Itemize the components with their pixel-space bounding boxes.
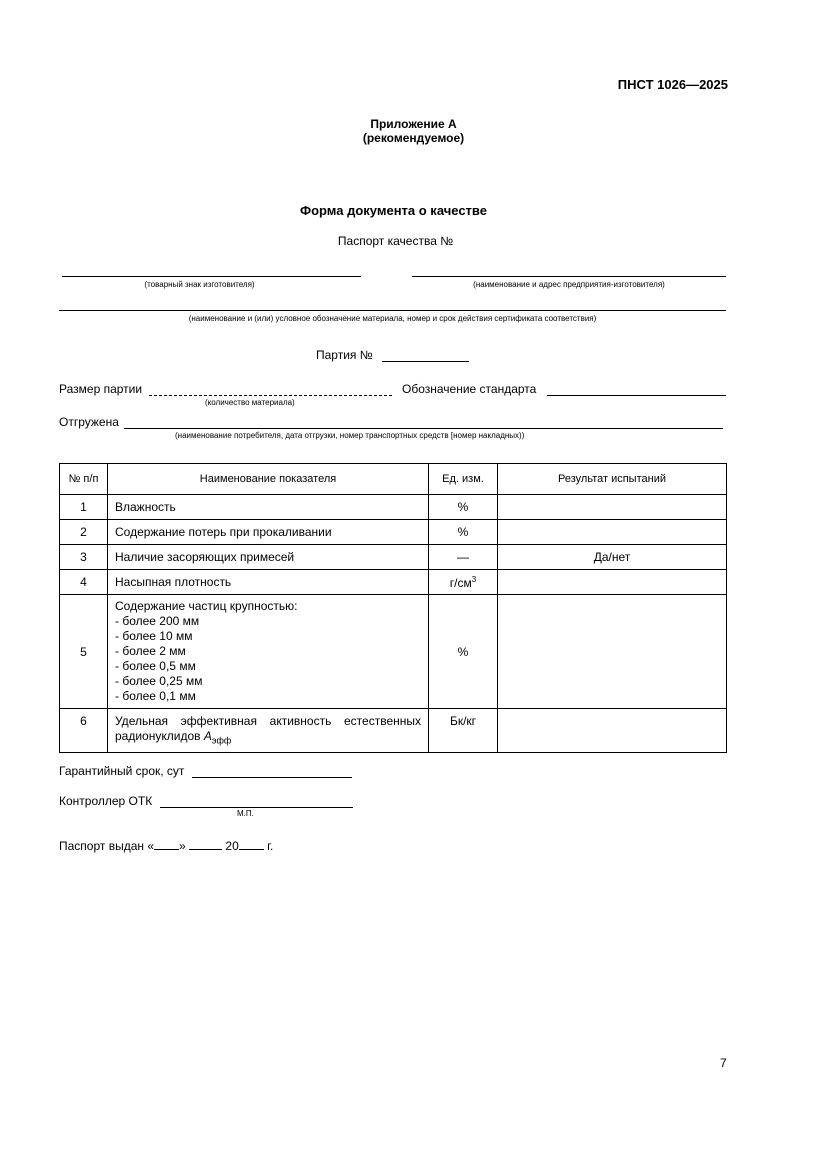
table-row	[60, 545, 727, 570]
row-unit: %	[429, 495, 498, 520]
row-unit: Бк/кг	[429, 709, 498, 753]
issued-month-blank	[189, 839, 222, 850]
manufacturer-caption: (наименование и адрес предприятия-изготовителя)	[473, 280, 665, 289]
unit-superscript: 3	[471, 574, 477, 584]
row-num: 3	[60, 545, 108, 570]
list-item: - более 0,5 мм	[115, 659, 196, 673]
row-unit: %	[429, 595, 498, 709]
consumer-caption: (наименование потребителя, дата отгрузки, номер транспортных средств [номер накладных))	[175, 431, 525, 440]
row-name: Влажность	[108, 495, 429, 520]
table-row	[60, 595, 727, 709]
row-result	[498, 570, 727, 595]
batch-size-line	[149, 395, 392, 396]
row-name: Насыпная плотность	[108, 570, 429, 595]
header-num: № п/п	[60, 464, 108, 495]
header-result: Результат испытаний	[498, 464, 727, 495]
row-result: Да/нет	[498, 545, 727, 570]
row-num: 2	[60, 520, 108, 545]
unit-text: г/см	[449, 575, 472, 590]
row-name	[108, 709, 429, 753]
batch-size-label: Размер партии	[59, 382, 143, 396]
activity-line-1: Удельная эффективная активность естественных	[115, 714, 421, 728]
header-name: Наименование показателя	[108, 464, 429, 495]
quantity-caption: (количество материала)	[205, 398, 295, 407]
row-num: 5	[60, 595, 108, 709]
shipped-line	[124, 428, 723, 429]
activity-symbol: А	[203, 729, 212, 743]
issued-suffix: г.	[267, 839, 274, 853]
issued-year-blank	[239, 839, 264, 850]
row-unit	[429, 570, 498, 595]
trademark-caption: (товарный знак изготовителя)	[144, 280, 255, 289]
table-header-row	[60, 464, 727, 495]
table-row	[60, 570, 727, 595]
material-line	[59, 310, 726, 311]
list-item: - более 200 мм	[115, 614, 200, 628]
appendix-subtitle: (рекомендуемое)	[362, 131, 465, 145]
stamp-label: М.П.	[237, 809, 254, 818]
particle-size-list	[115, 614, 421, 704]
shipped-label: Отгружена	[59, 415, 119, 429]
issued-line	[59, 839, 273, 853]
row-name	[108, 595, 429, 709]
list-item: - более 0,25 мм	[115, 674, 203, 688]
batch-label: Партия №	[316, 348, 373, 362]
activity-text: радионуклидов	[115, 729, 201, 743]
page-number: 7	[720, 1056, 727, 1070]
material-caption: (наименование и (или) условное обозначение материала, номер и срок действия сертификата соответствия)	[188, 314, 597, 323]
row-result	[498, 709, 727, 753]
row-name: Наличие засоряющих примесей	[108, 545, 429, 570]
issued-year-prefix: 20	[225, 839, 239, 853]
row-result	[498, 495, 727, 520]
standard-line	[547, 395, 726, 396]
appendix-title: Приложение А	[370, 117, 457, 131]
table-row	[60, 495, 727, 520]
row-unit: %	[429, 520, 498, 545]
list-item: - более 0,1 мм	[115, 689, 196, 703]
standard-label: Обозначение стандарта	[402, 382, 537, 396]
manufacturer-line	[412, 276, 726, 277]
controller-label: Контроллер ОТК	[59, 794, 153, 808]
passport-label: Паспорт качества №	[337, 234, 454, 248]
warranty-line	[192, 777, 352, 778]
issued-prefix: Паспорт выдан «	[59, 839, 155, 853]
form-title: Форма документа о качестве	[300, 203, 487, 218]
row-result	[498, 520, 727, 545]
controller-line	[160, 807, 353, 808]
row-name: Содержание потерь при прокаливании	[108, 520, 429, 545]
row-unit: —	[429, 545, 498, 570]
row-result	[498, 595, 727, 709]
list-item: - более 2 мм	[115, 644, 186, 658]
table-row	[60, 520, 727, 545]
warranty-label: Гарантийный срок, сут	[59, 764, 185, 778]
row-num: 1	[60, 495, 108, 520]
activity-line-2	[115, 729, 421, 748]
table-row	[60, 709, 727, 753]
document-code: ПНСТ 1026—2025	[617, 77, 728, 92]
quality-table	[59, 463, 727, 753]
issued-mid: »	[179, 839, 186, 853]
row-num: 4	[60, 570, 108, 595]
row-num: 6	[60, 709, 108, 753]
activity-subscript: эфф	[211, 735, 232, 746]
header-unit: Ед. изм.	[429, 464, 498, 495]
particle-size-title: Содержание частиц крупностью:	[115, 599, 298, 613]
trademark-line	[62, 276, 361, 277]
issued-day-blank	[154, 839, 179, 850]
batch-number-line	[382, 361, 469, 362]
list-item: - более 10 мм	[115, 629, 193, 643]
